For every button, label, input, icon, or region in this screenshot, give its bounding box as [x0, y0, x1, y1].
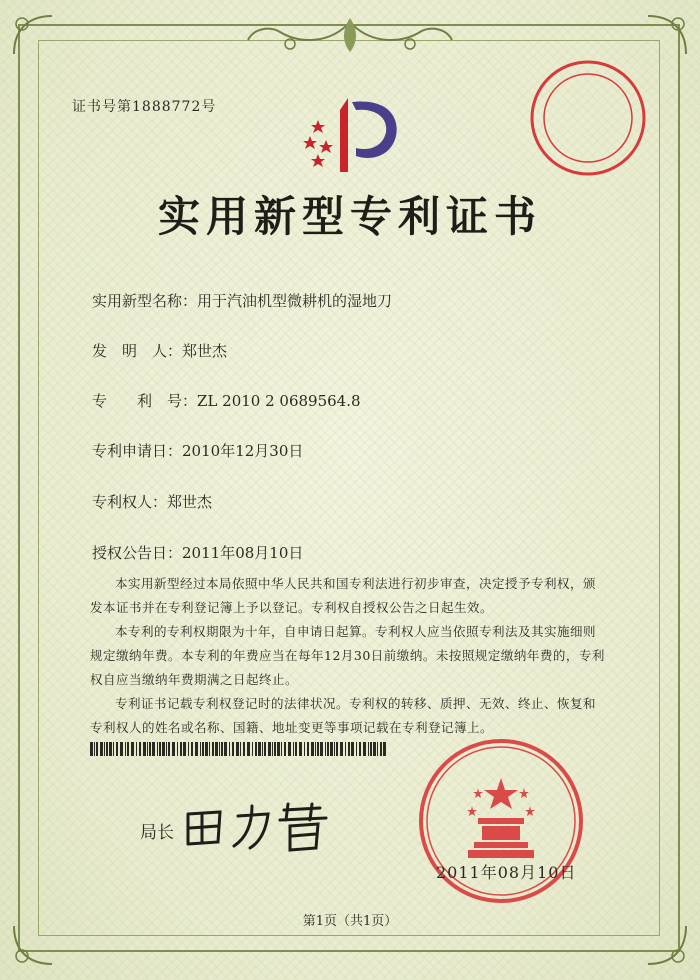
barcode-bar: [268, 742, 271, 756]
field-value: 用于汽油机型微耕机的湿地刀: [197, 292, 393, 310]
field-label: 专 利 号：: [92, 392, 198, 410]
barcode-bar: [284, 742, 286, 756]
barcode-bar: [373, 742, 376, 756]
barcode-bar: [377, 742, 378, 756]
barcode-bar: [258, 742, 261, 756]
barcode-bar: [240, 742, 241, 756]
barcode-bar: [157, 742, 158, 756]
field-label: 授权公告日：: [92, 544, 183, 562]
barcode-bar: [351, 742, 354, 756]
barcode-bar: [311, 742, 314, 756]
barcode-bar: [125, 742, 126, 756]
barcode-bar: [219, 742, 220, 756]
barcode-bar: [147, 742, 148, 756]
page-number: 第1页（共1页）: [302, 914, 398, 929]
barcode-bar: [205, 742, 208, 756]
seal-date: 2011年08月10日: [436, 863, 577, 882]
barcode-bar: [195, 742, 198, 756]
barcode-bar: [359, 742, 361, 756]
field-value: ZL 2010 2 0689564.8: [197, 392, 361, 410]
barcode-bar: [106, 742, 108, 756]
barcode-bar: [383, 742, 386, 756]
paragraph-term-statement: 本专利的专利权期限为十年，自申请日起算。专利权人应当依照专利法及其实施细则规定缴纳年费。本专利的年费应当在每年12月30日前缴纳。未按照规定缴纳年费的，专利权自应当缴纳年费期满之日起终止。: [90, 624, 605, 687]
barcode-bar: [109, 742, 112, 756]
field-value: 郑世杰: [182, 342, 228, 360]
barcode-bar: [288, 742, 291, 756]
certificate-number: 证书号第1888772号: [72, 99, 217, 115]
barcode-bar: [348, 742, 350, 756]
barcode-bar: [139, 742, 141, 756]
field-grant-date: [92, 542, 303, 563]
field-value: 2010年12月30日: [182, 442, 304, 460]
barcode-bar: [247, 742, 250, 756]
barcode-bar: [224, 742, 227, 756]
barcode-bar: [345, 742, 346, 756]
barcode-bar: [172, 742, 175, 756]
field-filing-date: [92, 440, 303, 461]
barcode-bar: [315, 742, 316, 756]
barcode-bar: [299, 742, 302, 756]
barcode-bar: [177, 742, 178, 756]
barcode-bar: [159, 742, 161, 756]
field-utility-model-name: [92, 290, 392, 311]
barcode-bar: [116, 742, 118, 756]
barcode-bar: [127, 742, 129, 756]
barcode-bar: [370, 742, 372, 756]
tax-stamp-seal: [526, 56, 650, 180]
barcode-bar: [136, 742, 137, 756]
director-label: 局长: [140, 823, 174, 843]
barcode-bar: [264, 742, 266, 756]
field-label: 专利申请日：: [92, 442, 183, 460]
barcode-bar: [209, 742, 210, 756]
barcode-bar: [320, 742, 323, 756]
barcode-bar: [200, 742, 201, 756]
barcode-bar: [330, 742, 333, 756]
barcode-bar: [327, 742, 329, 756]
barcode-bar: [272, 742, 273, 756]
barcode-bar: [340, 742, 343, 756]
barcode-icon: [90, 742, 390, 756]
field-value: 2011年08月10日: [182, 544, 304, 562]
barcode-bar: [90, 742, 93, 756]
director-signature: [180, 800, 340, 856]
barcode-bar: [191, 742, 193, 756]
barcode-bar: [188, 742, 189, 756]
barcode-bar: [202, 742, 204, 756]
field-inventor: [92, 340, 227, 361]
barcode-bar: [113, 742, 114, 756]
barcode-bar: [304, 742, 305, 756]
barcode-bar: [212, 742, 214, 756]
barcode-bar: [243, 742, 245, 756]
barcode-bar: [221, 742, 223, 756]
barcode-bar: [236, 742, 239, 756]
barcode-bar: [215, 742, 218, 756]
barcode-bar: [143, 742, 146, 756]
field-label: 发 明 人：: [92, 342, 183, 360]
field-label: 实用新型名称：: [92, 292, 198, 310]
barcode-bar: [317, 742, 319, 756]
certificate-title: 实用新型专利证书: [157, 192, 542, 241]
paragraph-grant-statement: 本实用新型经过本局依照中华人民共和国专利法进行初步审查，决定授予专利权，颁发本证书并在专利登记簿上予以登记。专利权自授权公告之日起生效。: [90, 576, 597, 615]
barcode-bar: [334, 742, 335, 756]
barcode-bar: [104, 742, 105, 756]
field-value: 郑世杰: [167, 493, 213, 511]
barcode-bar: [180, 742, 182, 756]
barcode-bar: [295, 742, 297, 756]
patent-office-logo-icon: [296, 92, 406, 178]
barcode-bar: [281, 742, 282, 756]
paragraph-legal-status: 专利证书记载专利权登记时的法律状况。专利权的转移、质押、无效、终止、恢复和专利权人的姓名或名称、国籍、地址变更等事项记载在专利登记簿上。: [90, 696, 597, 735]
barcode-bar: [363, 742, 366, 756]
barcode-bar: [255, 742, 257, 756]
barcode-bar: [100, 742, 103, 756]
barcode-bar: [152, 742, 155, 756]
barcode-bar: [293, 742, 294, 756]
field-patentee: [92, 491, 212, 512]
barcode-bar: [356, 742, 357, 756]
top-right-ornament-icon: [642, 10, 692, 60]
barcode-bar: [274, 742, 276, 756]
barcode-bar: [96, 742, 98, 756]
barcode-bar: [325, 742, 326, 756]
barcode-bar: [131, 742, 134, 756]
top-ornament-icon: [230, 14, 470, 60]
barcode-bar: [168, 742, 170, 756]
field-label: 专利权人：: [92, 493, 168, 511]
barcode-bar: [162, 742, 165, 756]
barcode-bar: [183, 742, 186, 756]
barcode-bar: [262, 742, 263, 756]
barcode-bar: [368, 742, 369, 756]
barcode-bar: [277, 742, 280, 756]
barcode-bar: [94, 742, 95, 756]
barcode-bar: [149, 742, 151, 756]
barcode-bar: [229, 742, 230, 756]
field-patent-number: [92, 390, 361, 411]
barcode-bar: [380, 742, 382, 756]
barcode-bar: [336, 742, 338, 756]
barcode-bar: [252, 742, 253, 756]
top-left-ornament-icon: [8, 10, 58, 60]
barcode-bar: [232, 742, 234, 756]
barcode-bar: [307, 742, 309, 756]
barcode-bar: [166, 742, 167, 756]
barcode-bar: [120, 742, 123, 756]
